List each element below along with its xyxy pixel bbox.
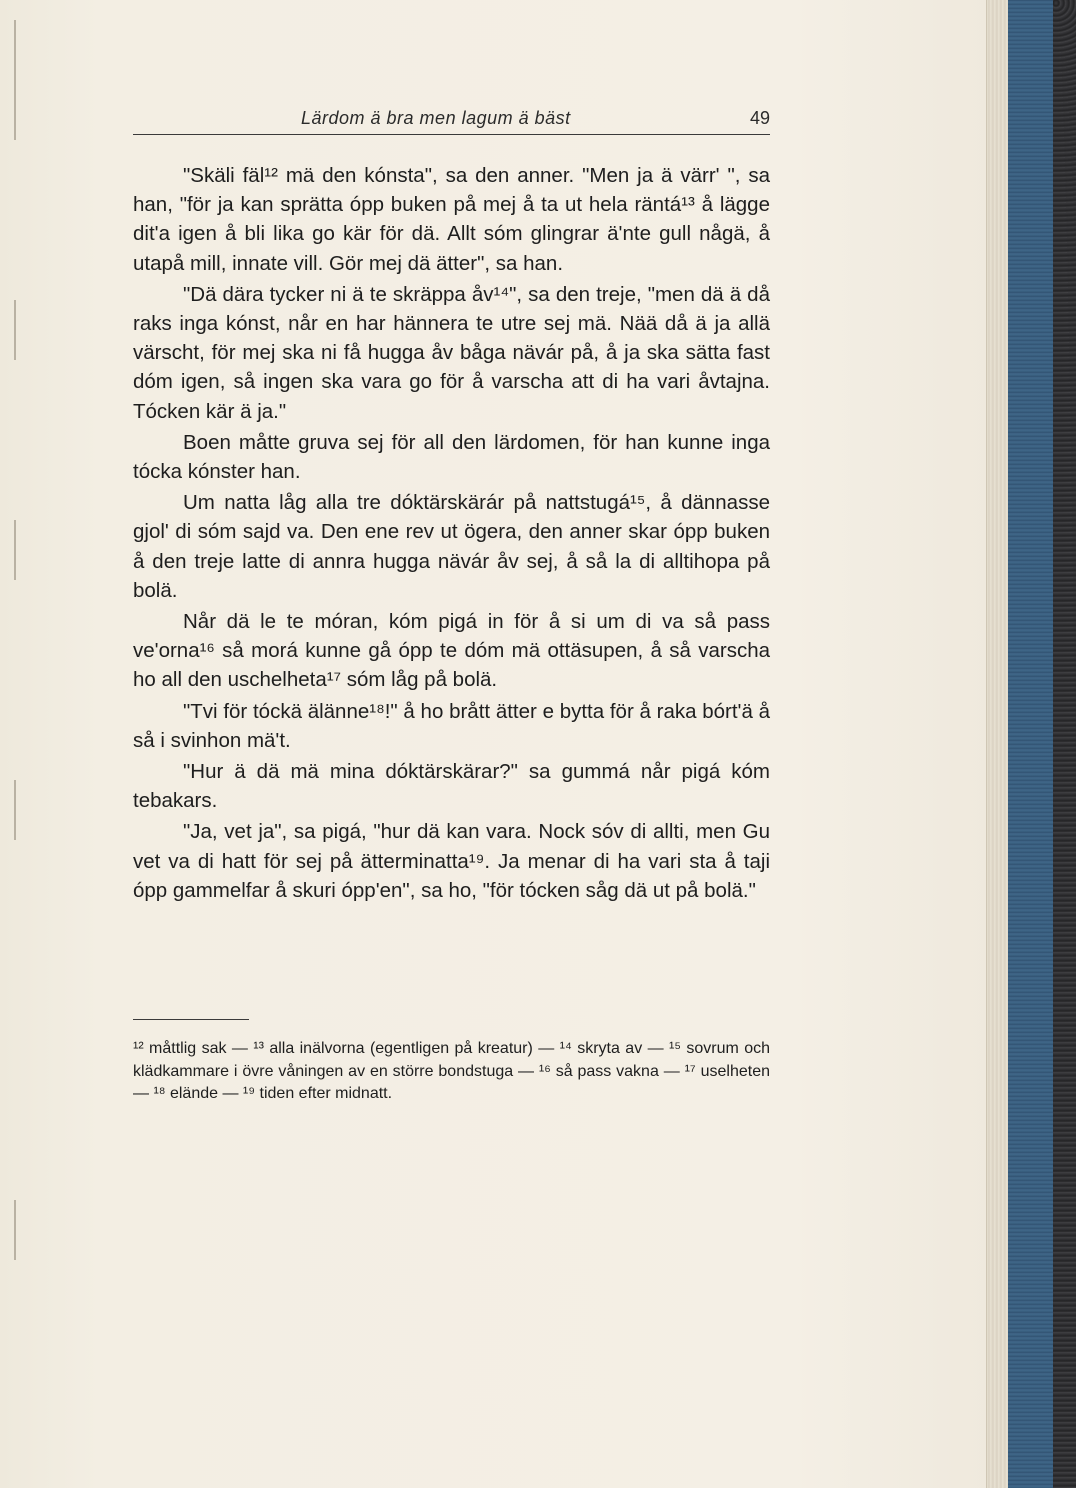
- binding-stitch: [14, 780, 20, 840]
- paragraph: "Tvi för tóckä älänne¹⁸!" å ho brått ätter e bytta för å raka bórt'ä å så i svinhon mä't.: [133, 699, 770, 752]
- footnotes: [133, 1038, 770, 1106]
- footnote-rule: [133, 1019, 249, 1020]
- paragraph: Når dä le te móran, kóm pigá in för å si um di va så pass ve'orna¹⁶ så morá kunne gå ópp te dóm mä ottäsupen, å så varscha ho all den uschelheta¹⁷ sóm låg på bolä.: [133, 610, 770, 692]
- page-header: [133, 104, 770, 135]
- page-block-edge: [986, 0, 1009, 1488]
- page-number: 49: [749, 108, 770, 128]
- paragraph: "Ja, vet ja", sa pigá, "hur dä kan vara. Nock sóv di allti, men Gu vet va di hatt för sej på ätterminatta¹⁹. Ja menar di ha vari sta å taji ópp gammelfar å skuri ópp'en", sa ho, "för tócken såg dä ut på bolä.": [133, 820, 770, 902]
- background-cloth: [1053, 0, 1076, 1488]
- binding-stitch: [14, 300, 20, 360]
- binding-stitch: [14, 520, 20, 580]
- binding-stitch: [14, 1200, 20, 1260]
- binding-stitch: [14, 20, 20, 140]
- running-title: Lärdom ä bra men lagum ä bäst: [301, 108, 571, 128]
- body-text: [133, 161, 770, 907]
- paragraph: Um natta låg alla tre dóktärskärár på nattstugá¹⁵, å dännasse gjol' di sóm sajd va. Den ene rev ut ögera, den anner skar ópp buken å den treje latte di annra hugga nävár åv sej, å så la di alltihopa på bolä.: [133, 491, 770, 602]
- paragraph: "Skäli fäl¹² mä den kónsta", sa den anner. "Men ja ä värr' ", sa han, "för ja kan sprätta ópp buken på mej å ta ut hela räntá¹³ å lägge dit'a igen å bli lika go kär för dä. Allt sóm glingrar ä'nte gull någä, å utapå mill, innate vill. Gör mej dä ätter", sa han.: [133, 164, 770, 275]
- footnote-text: ¹² måttlig sak — ¹³ alla inälvorna (egentligen på kreatur) — ¹⁴ skryta av — ¹⁵ sovrum och klädkammare i övre våningen av en större bondstuga — ¹⁶ så pass vakna — ¹⁷ uselheten — ¹⁸ elände — ¹⁹ tiden efter midnatt.: [133, 1040, 770, 1102]
- book-cover: [1008, 0, 1053, 1488]
- paragraph: "Dä dära tycker ni ä te skräppa åv¹⁴", sa den treje, "men dä ä då raks inga kónst, når en har hännera te utre sej mä. Nää då ä ja allä värscht, för mej ska ni få hugga åv båga nävár på, å ja ska sätta fast dóm igen, så ingen ska vara go för å varscha att di ha vari åvtajna. Tócken kär ä ja.": [133, 282, 770, 423]
- paragraph: "Hur ä dä mä mina dóktärskärar?" sa gummá når pigá kóm tebakars.: [133, 760, 770, 813]
- paragraph: Boen måtte gruva sej för all den lärdomen, för han kunne inga tócka kónster han.: [133, 430, 770, 484]
